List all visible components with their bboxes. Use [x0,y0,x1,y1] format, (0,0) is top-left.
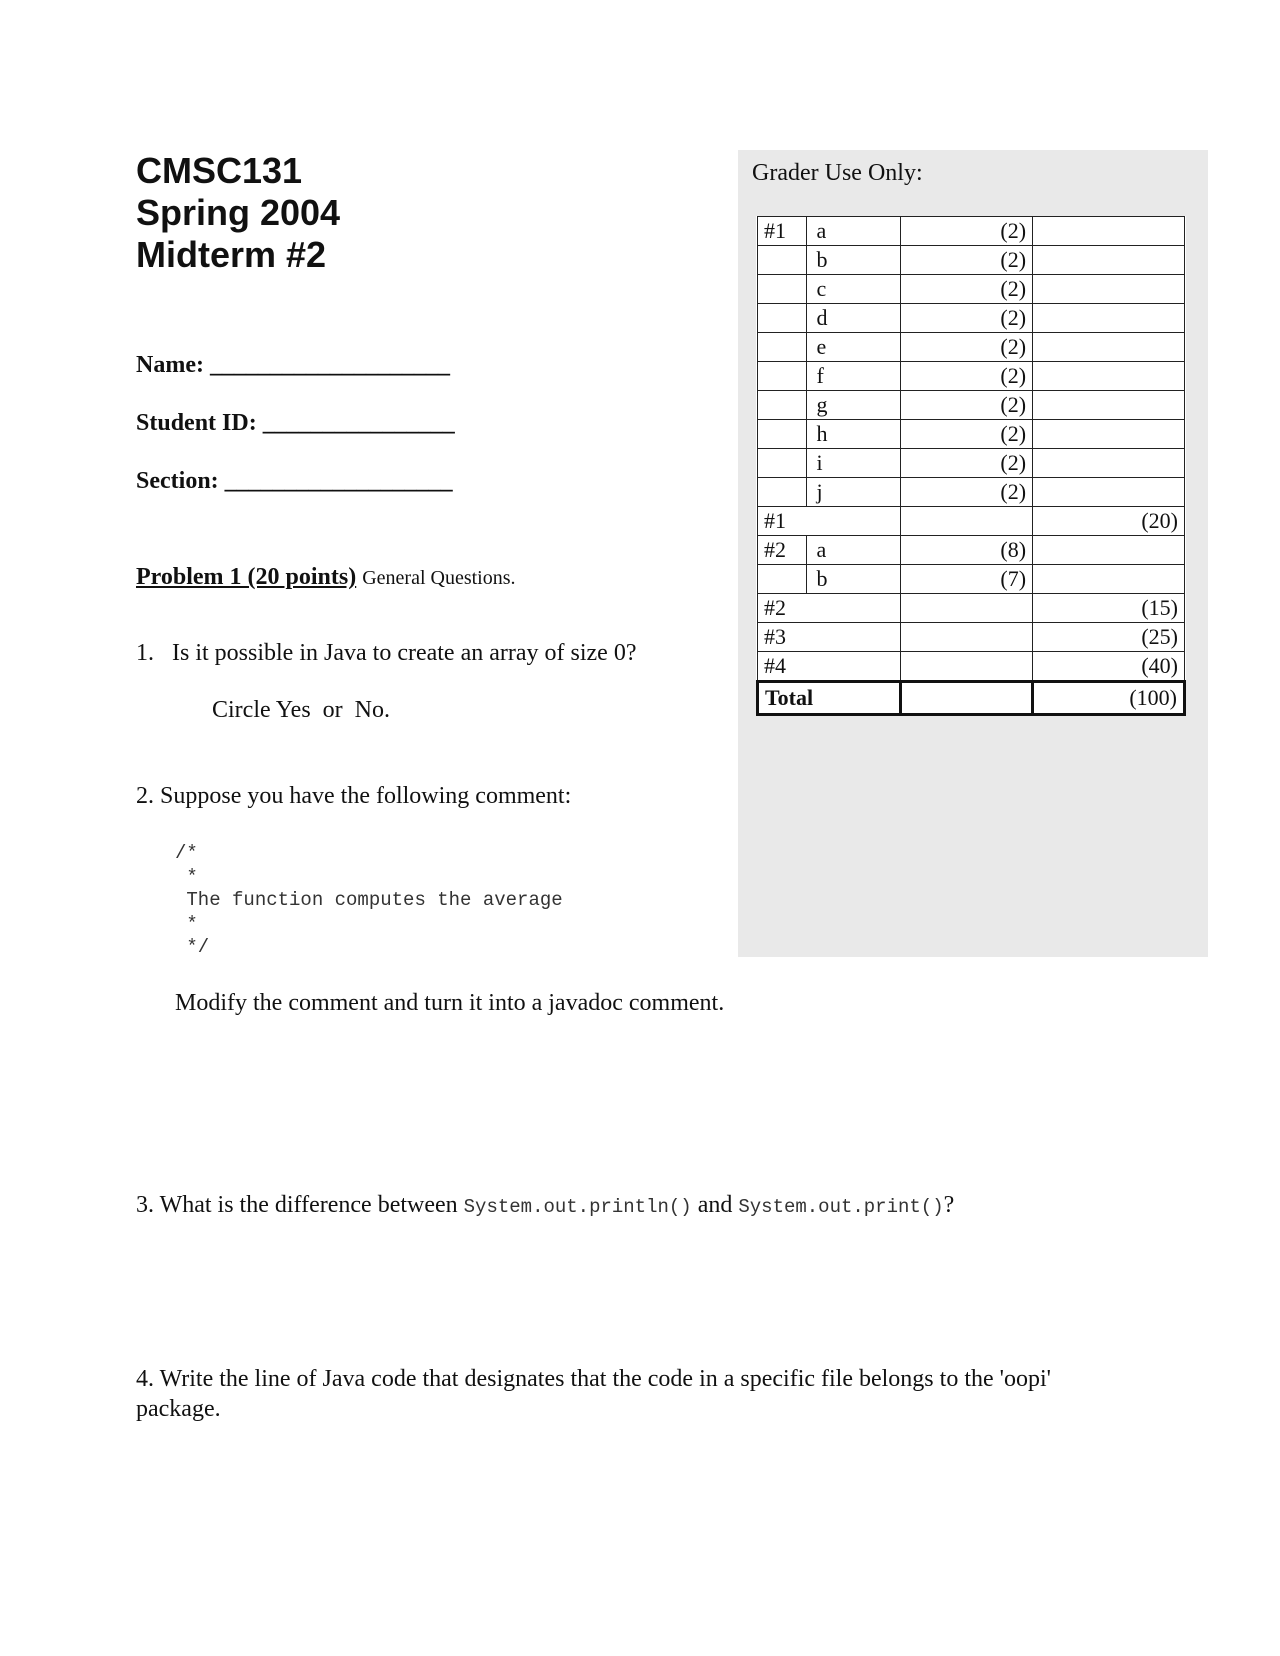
question-3-middle: and [697,1192,733,1218]
grade-part-cell: f [806,362,901,391]
question-2-text: 2. Suppose you have the following comment: [136,783,572,809]
grade-problem-cell [758,449,807,478]
name-blank[interactable]: ____________________ [209,352,450,378]
grade-points-cell: (2) [901,304,1033,333]
grade-table [756,216,1186,716]
grade-part-cell: e [806,333,901,362]
problem-1-heading [136,564,516,591]
grade-score-cell [1033,246,1185,275]
grade-points-cell: (2) [901,275,1033,304]
grade-score-cell [1033,478,1185,507]
grade-row [758,217,1185,246]
course-code: CMSC131 [136,150,303,191]
grade-part-cell: a [806,217,901,246]
grade-row [758,507,1185,536]
grade-points-cell: (2) [901,217,1033,246]
grade-problem-cell: #1 [758,507,901,536]
grade-part-cell: j [806,478,901,507]
grade-total-row [758,682,1185,715]
grade-total-points: (100) [1033,682,1185,715]
grade-problem-cell [758,246,807,275]
grade-points-cell: (2) [901,246,1033,275]
question-1-text: Is it possible in Java to create an array of size 0? [172,640,637,666]
grade-problem-cell: #3 [758,623,901,652]
grade-score-cell [1033,420,1185,449]
question-3-code-print: System.out.print() [738,1196,944,1218]
student-id-blank[interactable]: ________________ [262,410,455,436]
problem-1-title: Problem 1 (20 points) [136,564,357,590]
grade-points-cell: (2) [901,478,1033,507]
grade-problem-cell [758,275,807,304]
grade-part-cell: b [806,565,901,594]
grade-score-cell [1033,304,1185,333]
grade-points-cell [901,623,1033,652]
term: Spring 2004 [136,192,341,233]
grade-points-cell: (2) [901,333,1033,362]
grade-row [758,449,1185,478]
grade-points-cell: (8) [901,536,1033,565]
grade-row [758,565,1185,594]
grade-part-cell: b [806,246,901,275]
exam-title [136,150,340,276]
question-4-line-2: package. [136,1396,221,1422]
grade-score-cell [1033,391,1185,420]
grade-points-cell: (2) [901,449,1033,478]
question-3-code-println: System.out.println() [463,1196,692,1218]
grader-label: Grader Use Only: [752,160,923,186]
grader-panel [738,150,1208,957]
grade-part-cell: i [806,449,901,478]
grade-score-cell [1033,449,1185,478]
question-4-line-1: 4. Write the line of Java code that designates that the code in a specific file belongs to the 'oopi' [136,1366,1051,1392]
question-1 [136,640,636,667]
grade-points-cell [901,652,1033,682]
grade-row [758,304,1185,333]
problem-1-description: General Questions. [362,567,516,589]
grade-row [758,246,1185,275]
grade-score-cell [1033,217,1185,246]
grade-row [758,362,1185,391]
grade-total-label: Total [758,682,901,715]
grade-row [758,594,1185,623]
grade-score-cell [1033,333,1185,362]
grade-problem-cell [758,333,807,362]
grade-problem-cell [758,362,807,391]
grade-problem-cell [758,420,807,449]
grade-part-cell: c [806,275,901,304]
grade-row [758,391,1185,420]
grade-row [758,536,1185,565]
grade-points-cell [901,594,1033,623]
question-1-instruction: Circle Yes or No. [212,697,390,723]
grade-score-cell: (25) [1033,623,1185,652]
grade-part-cell: d [806,304,901,333]
name-label: Name: [136,352,204,378]
grade-problem-cell [758,304,807,333]
question-3 [136,1192,954,1219]
grade-score-cell: (15) [1033,594,1185,623]
question-1-number: 1. [136,640,154,666]
grade-score-cell: (20) [1033,507,1185,536]
grade-row [758,333,1185,362]
question-3-suffix: ? [943,1192,955,1218]
grade-score-cell: (40) [1033,652,1185,682]
grade-total-score [901,682,1033,715]
grade-points-cell: (2) [901,362,1033,391]
question-2-instruction: Modify the comment and turn it into a javadoc comment. [175,990,725,1016]
grade-score-cell [1033,362,1185,391]
grade-problem-cell [758,478,807,507]
student-id-field[interactable] [136,410,455,437]
student-id-label: Student ID: [136,410,257,436]
grade-row [758,623,1185,652]
grade-row [758,275,1185,304]
grade-points-cell: (7) [901,565,1033,594]
question-3-prefix: 3. What is the difference between [136,1192,458,1218]
grade-points-cell [901,507,1033,536]
grade-problem-cell: #1 [758,217,807,246]
name-field[interactable] [136,352,450,379]
grade-problem-cell [758,391,807,420]
grade-problem-cell: #4 [758,652,901,682]
grade-score-cell [1033,565,1185,594]
grade-problem-cell [758,565,807,594]
question-2-code: /* * The function computes the average * */ [175,842,563,958]
grade-row [758,652,1185,682]
grade-points-cell: (2) [901,391,1033,420]
grade-problem-cell: #2 [758,536,807,565]
grade-points-cell: (2) [901,420,1033,449]
exam-name: Midterm #2 [136,234,327,275]
grade-score-cell [1033,275,1185,304]
grade-problem-cell: #2 [758,594,901,623]
grade-score-cell [1033,536,1185,565]
grade-part-cell: g [806,391,901,420]
section-label: Section: [136,468,219,494]
grade-row [758,478,1185,507]
section-blank[interactable]: ___________________ [224,468,453,494]
grade-row [758,420,1185,449]
section-field[interactable] [136,468,453,495]
grade-part-cell: a [806,536,901,565]
question-4 [136,1364,1051,1424]
grade-part-cell: h [806,420,901,449]
